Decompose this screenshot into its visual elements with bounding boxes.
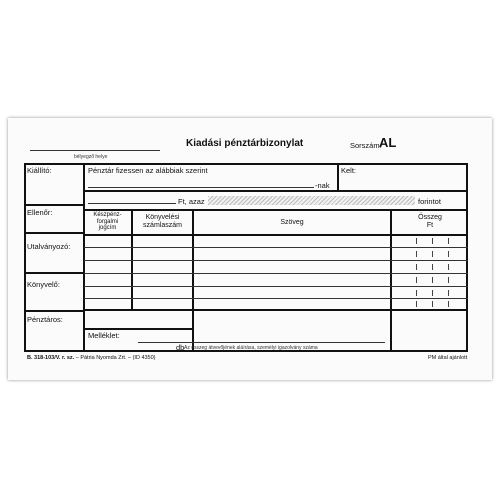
cashier-label: Pénztáros:	[27, 315, 63, 324]
payment-instruction: Pénztár fizessen az alábbiak szerint	[88, 166, 208, 175]
attachment-unit: db	[176, 343, 185, 352]
column-header-account: Könyvelési számlaszám	[143, 214, 182, 229]
table-row-line	[84, 260, 468, 261]
amount-tick	[448, 301, 449, 307]
amount-tick	[432, 301, 433, 307]
serial-number-prefix: AL	[379, 135, 397, 150]
column-header-text: Szöveg	[280, 219, 304, 226]
issuer-label: Kiállító:	[27, 166, 52, 175]
instruction-bottom	[83, 190, 468, 192]
amount-digits-line	[88, 203, 176, 204]
table-header-bottom	[83, 234, 468, 236]
checker-separator	[24, 232, 84, 234]
column-header-cash-title: Készpénz- forgalmi jogcím	[93, 212, 122, 231]
stamp-place-label: bélyegző helye	[74, 154, 108, 160]
amount-tick	[416, 251, 417, 257]
amount-tick	[416, 264, 417, 270]
bookkeeper-separator	[24, 310, 84, 312]
approver-label: Utalványozó:	[27, 242, 71, 251]
table-row-line	[84, 298, 468, 299]
checker-label: Ellenőr:	[27, 208, 53, 217]
amount-tick	[416, 277, 417, 283]
recipient-line	[88, 187, 314, 188]
amount-tick	[416, 238, 417, 244]
attachment-top	[83, 328, 193, 330]
amount-tick	[448, 238, 449, 244]
cash-voucher-form	[8, 118, 492, 380]
amount-tick	[416, 301, 417, 307]
bookkeeper-label: Könyvelő:	[27, 280, 60, 289]
serial-number-label: Sorszám:	[350, 141, 382, 150]
column-header-amount: Összeg Ft	[418, 214, 442, 229]
amount-words-box[interactable]	[208, 196, 415, 205]
amount-words-suffix: forintot	[418, 197, 441, 206]
table-row-line	[84, 286, 468, 287]
form-code-number: B. 318-103/V. r. sz.	[27, 355, 75, 361]
recipient-suffix: -nak	[315, 181, 330, 190]
amount-tick	[432, 251, 433, 257]
table-body-bottom	[83, 309, 468, 311]
amount-tick	[432, 238, 433, 244]
amount-tick	[448, 251, 449, 257]
signature-line	[138, 342, 385, 343]
amount-tick	[448, 290, 449, 296]
amount-tick	[432, 277, 433, 283]
column-divider-2	[192, 209, 194, 352]
amount-tick	[432, 290, 433, 296]
stamp-line	[30, 150, 160, 151]
signature-caption: Az összeg átvevőjének aláírása, személyi igazolvány száma	[184, 345, 318, 351]
table-row-line	[84, 273, 468, 274]
amount-tick	[448, 264, 449, 270]
amount-tick	[448, 277, 449, 283]
amount-tick	[416, 290, 417, 296]
table-row-line	[84, 247, 468, 248]
column-divider-3	[390, 209, 392, 352]
attachment-label: Melléklet:	[88, 331, 120, 340]
amount-tick	[432, 264, 433, 270]
recommended-by: PM által ajánlott	[428, 355, 468, 361]
amount-bottom	[83, 209, 468, 211]
form-code	[27, 355, 156, 361]
date-divider	[337, 163, 339, 191]
issuer-separator	[24, 204, 84, 206]
amount-label: Ft, azaz	[178, 197, 205, 206]
date-label: Kelt:	[341, 166, 357, 175]
publisher-info: – Pátria Nyomda Zrt. – (ID 4350)	[74, 355, 156, 361]
approver-separator	[24, 272, 84, 274]
document-title: Kiadási pénztárbizonylat	[186, 138, 304, 149]
